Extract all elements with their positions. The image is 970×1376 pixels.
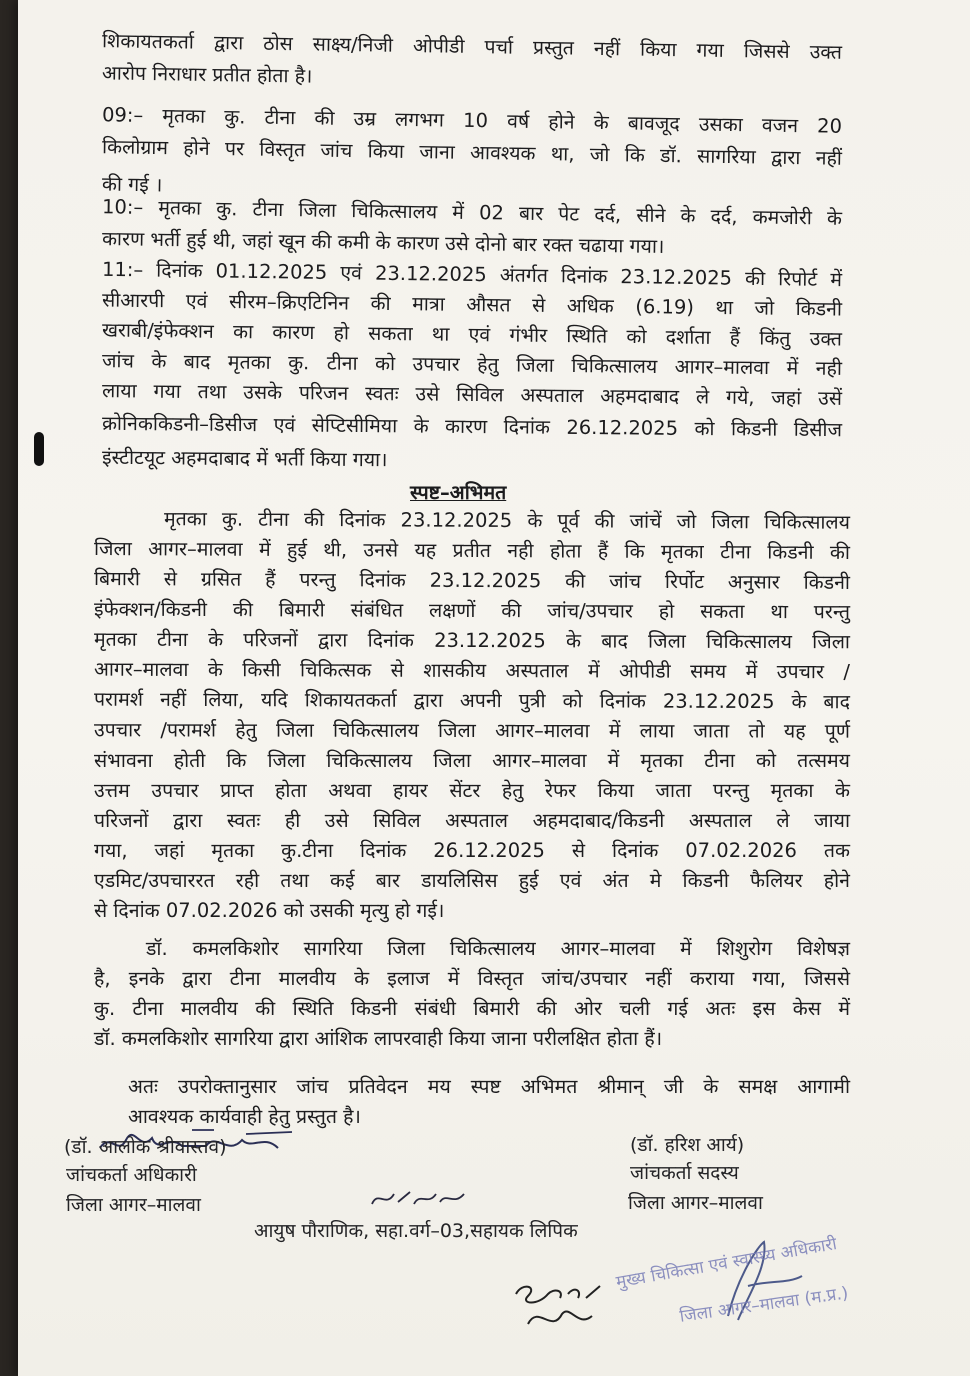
text-line: क्रोनिककिडनी–डिसीज एवं सेप्टिसीमिया के कारण दिनांक 26.12.2025 को किडनी डिसीज [101,411,843,442]
text-line: मृतका टीना के परिजनों द्वारा दिनांक 23.12.2025 के बाद जिला चिकित्सालय जिला [93,627,851,654]
text-line: खराबी/इंफेक्शन का कारण हो सकता था एवं गंभीर स्थिति को दर्शाता हैं किंतु उक्त [101,318,843,351]
text-line: 10:– मृतका कु. टीना जिला चिकित्सालय में 02 बार पेट दर्द, सीने के दर्द, कमजोरी के [101,195,843,230]
text-line: कारण भर्ती हुई थी, जहां खून की कमी के कारण उसे दोनो बार रक्त चढाया गया। [101,227,665,258]
seal-line: मुख्य चिकित्सा एवं स्वास्थ्य अधिकारी [614,1234,839,1293]
signatory-name: (डॉ. आलोक श्रीवास्तव) [64,1136,227,1158]
signatory-office: जिला आगर–मालवा [66,1194,201,1216]
text-line: किलोग्राम होने पर विस्तृत जांच किया जाना आवश्यक था, जो कि डॉ. सागरिया द्वारा नहीं [101,135,843,170]
text-line: उपचार /परामर्श हेतु जिला चिकित्सालय जिला आगर–मालवा में लाया जाता तो यह पूर्ण [93,718,851,743]
signatory-office: जिला आगर–मालवा [628,1192,763,1214]
text-line: परामर्श नहीं लिया, यदि शिकायतकर्ता द्वारा अपनी पुत्री को दिनांक 23.12.2025 के बाद [93,687,851,714]
text-line: सीआरपी एवं सीरम–क्रिएटिनिन की मात्रा औसत से अधिक (6.19) था जो किडनी [101,288,843,321]
text-line: कु. टीना मालवीय की स्थिति किडनी संबंधी बिमारी की ओर चली गई अतः इस केस में [94,997,850,1020]
text-line: इंस्टीटयूट अहमदाबाद में भर्ती किया गया। [101,445,388,472]
initials-scribble [368,1184,478,1212]
text-line: गया, जहां मृतका कु.टीना दिनांक 26.12.2025 से दिनांक 07.02.2026 तक [94,839,850,862]
text-line: एडमिट/उपचाररत रही तथा कई बार डायलिसिस हुई एवं अंत मे किडनी फैलियर होने [94,869,850,892]
text-line: परिजनों द्वारा स्वतः ही उसे सिविल अस्पताल अहमदाबाद/किडनी अस्पताल ले जाया [94,809,850,832]
text-line: से दिनांक 07.02.2026 को उसकी मृत्यु हो गई। [94,899,445,922]
text-line: शिकायतकर्ता द्वारा ठोस साक्ष्य/निजी ओपीडी पर्चा प्रस्तुत नहीं किया गया जिससे उक्त [101,29,843,64]
text-line: अतः उपरोक्तानुसार जांच प्रतिवेदन मय स्पष्ट अभिमत श्रीमान् जी के समक्ष आगामी [128,1075,850,1098]
section-heading: स्पष्ट–अभिमत [410,481,507,504]
text-line: आवश्यक कार्यवाही हेतु प्रस्तुत है। [128,1105,361,1128]
text-line: 09:– मृतका कु. टीना की उम्र लगभग 10 वर्ष होने के बावजूद उसका वजन 20 [101,103,843,138]
seen-signature-scribble [508,1264,618,1344]
text-line: जिला आगर–मालवा में हुई थी, उनसे यह प्रतीत नही होता हैं कि मृतका टीना किडनी की [93,537,851,564]
text-line: इंफेक्शन/किडनी की बिमारी संबंधित लक्षणों की जांच/उपचार हो सकता था परन्तु [93,597,851,624]
text-line: है, इनके द्वारा टीना मालवीय के इलाज में विस्तृत जांच/उपचार नहीं कराया गया, जिससे [94,967,850,990]
signatory-name: (डॉ. हरिश आर्य) [630,1134,745,1156]
text-line: बिमारी से ग्रसित हैं परन्तु दिनांक 23.12.2025 की जांच रिर्पोट अनुसार किडनी [93,567,851,594]
signatory-title: जांचकर्ता सदस्य [630,1162,739,1184]
text-line: की गई । [101,172,163,197]
text-line: डॉ. कमलकिशोर सागरिया द्वारा आंशिक लापरवाही किया जाना परीलक्षित होता हैं। [94,1027,663,1050]
punch-hole [34,432,44,466]
text-line: आरोप निराधार प्रतीत होता है। [101,61,313,88]
signatory-title: जांचकर्ता अधिकारी [66,1164,197,1186]
text-line: 11:– दिनांक 01.12.2025 एवं 23.12.2025 अंतर्गत दिनांक 23.12.2025 की रिपोर्ट में [101,257,843,292]
clerk-line: आयुष पौराणिक, सहा.वर्ग–03,सहायक लिपिक [254,1220,578,1242]
text-line: मृतका कु. टीना की दिनांक 23.12.2025 के पूर्व की जांचें जो जिला चिकित्सालय [163,507,851,534]
text-line: लाया गया तथा उसके परिजन स्वतः उसे सिविल अस्पताल अहमदाबाद ले गये, जहां उसें [101,379,843,410]
text-line: जांच के बाद मृतका कु. टीना को उपचार हेतु जिला चिकित्सालय आगर–मालवा में नही [101,349,843,380]
text-line: डॉ. कमलकिशोर सागरिया जिला चिकित्सालय आगर–मालवा में शिशुरोग विशेषज्ञ [146,937,850,960]
seal-line: जिला आगर–मालवा (म.प्र.) [678,1283,850,1327]
text-line: संभावना होती कि जिला चिकित्सालय जिला आगर–मालवा में मृतका टीना को तत्समय [94,749,850,772]
text-line: उत्तम उपचार प्राप्त होता अथवा हायर सेंटर हेतु रेफर किया जाता परन्तु मृतका के [94,779,850,802]
document-page [18,0,970,1376]
text-line: आगर–मालवा के किसी चिकित्सक से शासकीय अस्पताल में ओपीडी समय में उपचार / [93,657,851,684]
